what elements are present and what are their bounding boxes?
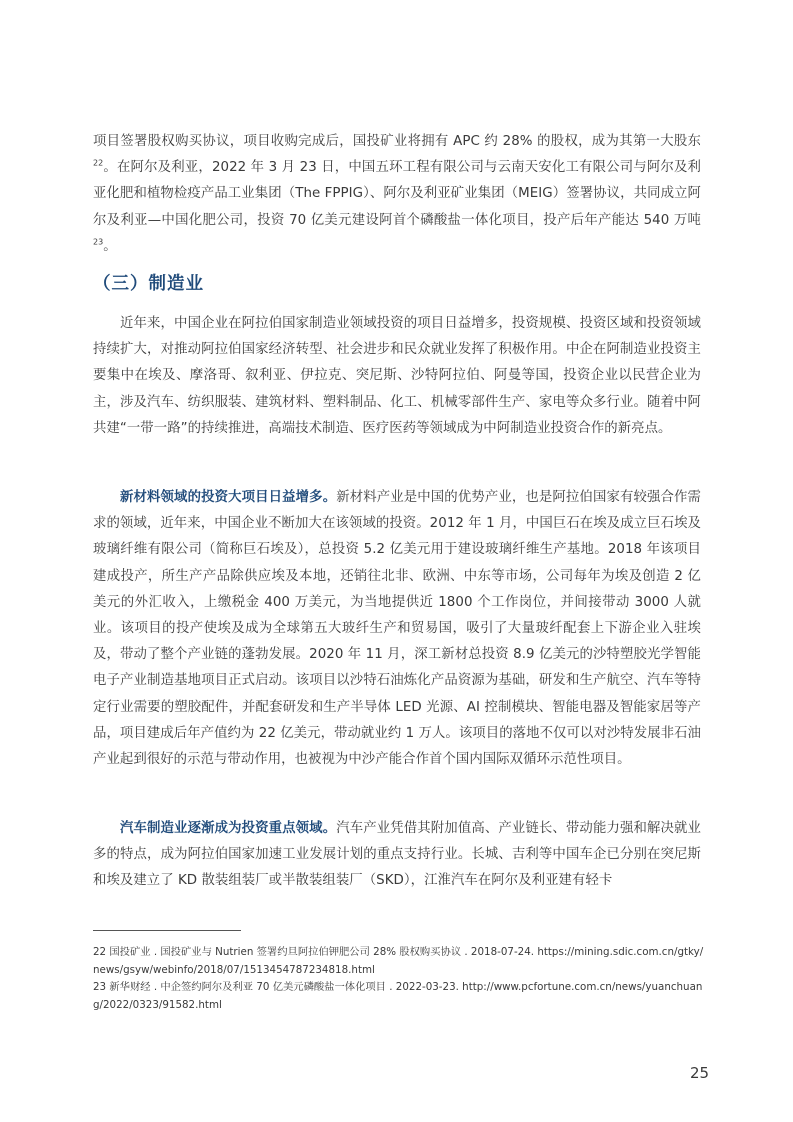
paragraph-text: 。	[103, 238, 117, 254]
paragraph-text: 项目签署股权购买协议，项目收购完成后，国投矿业将拥有 APC 约 28% 的股权，成为其第一大股东	[93, 134, 701, 149]
footnote-ref-22[interactable]: 22	[93, 158, 104, 168]
paragraph-automotive	[93, 816, 701, 895]
paragraph-text: 新材料产业是中国的优势产业，也是阿拉伯国家有较强合作需求的领域，近年来，中国企业不断加大在该领域的投资。2012 年 1 月，中国巨石在埃及成立巨石埃及玻璃纤维有限公司（简称巨石埃及），总投资 5.2 亿美元用于建设玻璃纤维生产基地。2018 年该项目建成投产，所生产产品除供应埃及本地，还销往北非、欧洲、中东等市场，公司每年为埃及创造 2 亿美元的外汇收入，上缴税金 400 万美元，为当地提供近 1800 个工作岗位，并间接带动 3000 人就业。该项目的投产使埃及成为全球第五大玻纤生产和贸易国，吸引了大量玻纤配套上下游企业入驻埃及，带动了整个产业链的蓬勃发展。2020 年 11 月，深工新材总投资 8.9 亿美元的沙特塑胶光学智能电子产业制造基地项目正式启动。该项目以沙特石油炼化产品资源为基础，研发和生产航空、汽车等特定行业需要的塑胶配件，并配套研发和生产半导体 LED 光源、AI 控制模块、智能电器及智能家居等产品，项目建成后年产值约为 22 亿美元，带动就业约 1 万人。该项目的落地不仅可以对沙特发展非石油产业起到很好的示范与带动作用，也被视为中沙产能合作首个国内国际双循环示范性项目。	[93, 490, 701, 768]
paragraph-lead: 汽车制造业逐渐成为投资重点领域。	[120, 821, 337, 836]
paragraph-text: 。在阿尔及利亚，2022 年 3 月 23 日，中国五环工程有限公司与云南天安化工有限公司与阿尔及利亚化肥和植物检疫产品工业集团（The FPPIG）、阿尔及利亚矿业集团（MEIG）签署协议，共同成立阿尔及利亚—中国化肥公司，投资 70 亿美元建设阿首个磷酸盐一体化项目，投产后年产能达 540 万吨	[93, 160, 701, 228]
paragraph-continuation	[93, 129, 701, 260]
section-heading: （三）制造业	[93, 274, 204, 294]
footnote-divider	[93, 930, 241, 931]
paragraph-new-materials	[93, 485, 701, 773]
footnote-ref-23[interactable]: 23	[93, 237, 104, 247]
footnote-23: 23 新华财经 . 中企签约阿尔及利亚 70 亿美元磷酸盐一体化项目 . 2022-03-23. http://www.pcfortune.com.cn/news/yuanchuang/2022/0323/91582.html	[93, 981, 703, 1011]
footnote-22: 22 国投矿业 . 国投矿业与 Nutrien 签署约旦阿拉伯钾肥公司 28% 股权购买协议 . 2018-07-24. https://mining.sdic.com.cn/gtky/news/gsyw/webinfo/2018/07/1513454787234818.html	[93, 946, 704, 976]
paragraph-intro: 近年来，中国企业在阿拉伯国家制造业领域投资的项目日益增多，投资规模、投资区域和投资领域持续扩大，对推动阿拉伯国家经济转型、社会进步和民众就业发挥了积极作用。中企在阿制造业投资主要集中在埃及、摩洛哥、叙利亚、伊拉克、突尼斯、沙特阿拉伯、阿曼等国，投资企业以民营企业为主，涉及汽车、纺织服装、建筑材料、塑料制品、化工、机械零部件生产、家电等众多行业。随着中阿共建“一带一路”的持续推进，高端技术制造、医疗医药等领域成为中阿制造业投资合作的新亮点。	[93, 316, 701, 436]
paragraph-text: 汽车产业凭借其附加值高、产业链长、带动能力强和解决就业多的特点，成为阿拉伯国家加速工业发展计划的重点支持行业。长城、吉利等中国车企已分别在突尼斯和埃及建立了 KD 散装组装厂或半散装组装厂（SKD），江淮汽车在阿尔及利亚建有轻卡	[93, 821, 701, 889]
page-number: 25	[690, 1064, 710, 1082]
paragraph-lead: 新材料领域的投资大项目日益增多。	[120, 490, 337, 505]
